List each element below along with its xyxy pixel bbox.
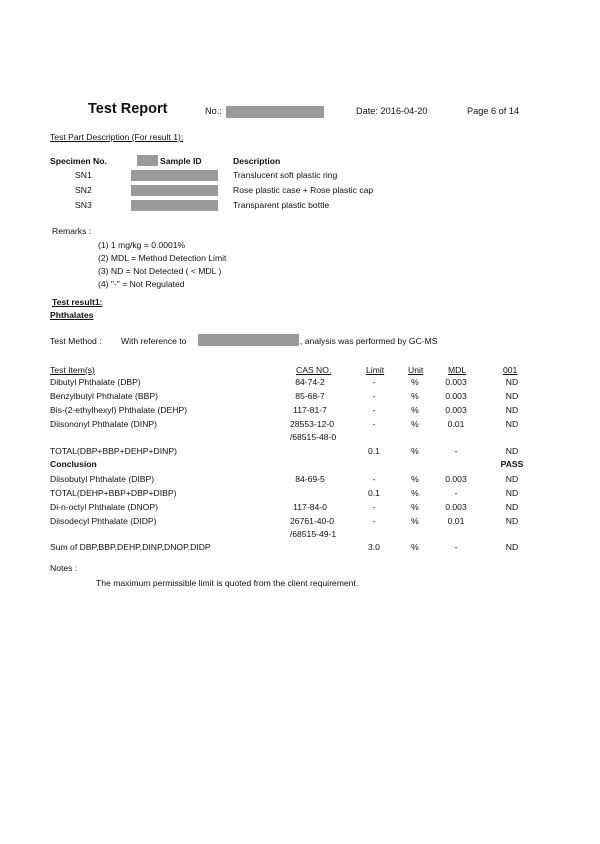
redacted-sample-id [131, 185, 218, 196]
remarks-label: Remarks : [52, 226, 92, 236]
cell-test-item: Diisononyl Phthalate (DINP) [50, 419, 157, 429]
cell-limit: - [372, 516, 376, 526]
specimen-no: SN3 [75, 200, 92, 210]
cell-mdl: 0.003 [445, 377, 467, 387]
cell-result: ND [505, 474, 519, 484]
phthalates-heading: Phthalates [50, 310, 94, 320]
col-specimen-no: Specimen No. [50, 156, 107, 166]
report-title: Test Report [88, 101, 168, 117]
cell-result: ND [505, 419, 519, 429]
cell-mdl: - [454, 446, 458, 456]
cell-unit: % [411, 446, 419, 456]
specimen-description: Transparent plastic bottle [233, 200, 330, 210]
cell-cas-no-alt: /68515-48-0 [289, 432, 337, 442]
cell-limit: - [372, 377, 376, 387]
cell-mdl: 0.01 [447, 516, 465, 526]
cell-unit: % [411, 377, 419, 387]
cell-test-item: Di-n-octyl Phthalate (DNOP) [50, 502, 158, 512]
redacted-header-block [137, 155, 158, 166]
cell-limit: - [372, 405, 376, 415]
cell-result: ND [505, 377, 519, 387]
th-unit: Unit [408, 365, 424, 375]
cell-cas-no: 84-74-2 [295, 377, 325, 387]
cell-cas-no: 84-69-5 [295, 474, 325, 484]
cell-limit: - [372, 474, 376, 484]
cell-mdl: - [454, 488, 458, 498]
conclusion-result: PASS [500, 459, 524, 469]
notes-label: Notes : [50, 563, 78, 573]
remark-item: (2) MDL = Method Detection Limit [98, 253, 227, 263]
cell-unit: % [411, 474, 419, 484]
cell-cas-no: 117-81-7 [293, 405, 327, 415]
cell-test-item: TOTAL(DBP+BBP+DEHP+DINP) [50, 446, 177, 456]
report-date: Date: 2016-04-20 [356, 106, 428, 116]
part-description-heading: Test Part Description (For result 1): [50, 132, 184, 142]
cell-limit: 0.1 [368, 446, 380, 456]
cell-limit: 0.1 [368, 488, 380, 498]
test-method-prefix: With reference to [121, 336, 187, 346]
th-result-001: 001 [503, 365, 518, 375]
remark-item: (1) 1 mg/kg = 0.0001% [98, 240, 186, 250]
cell-limit: - [372, 419, 376, 429]
th-limit: Limit [366, 365, 385, 375]
cell-result: ND [505, 446, 519, 456]
cell-result: ND [505, 502, 519, 512]
cell-result: ND [505, 405, 519, 415]
cell-limit: - [372, 391, 376, 401]
test-result-heading: Test result1: [52, 297, 103, 307]
notes-text: The maximum permissible limit is quoted from the client requirement. [96, 578, 359, 588]
cell-limit: 3.0 [368, 542, 380, 552]
cell-test-item: Dibutyl Phthalate (DBP) [50, 377, 141, 387]
test-method-label: Test Method : [50, 336, 102, 346]
specimen-no: SN2 [75, 185, 92, 195]
test-method-suffix: , analysis was performed by GC-MS [300, 336, 438, 346]
cell-result: ND [505, 542, 519, 552]
page-number: Page 6 of 14 [467, 106, 520, 116]
remark-item: (3) ND = Not Detected ( < MDL ) [98, 266, 222, 276]
th-test-item: Test Item(s) [50, 365, 95, 375]
cell-cas-no: 28553-12-0 [290, 419, 334, 429]
cell-limit: - [372, 502, 376, 512]
cell-test-item: Bis-(2-ethylhexyl) Phthalate (DEHP) [50, 405, 188, 415]
conclusion-label: Conclusion [50, 459, 97, 469]
cell-cas-no: 117-84-0 [293, 502, 327, 512]
cell-result: ND [505, 516, 519, 526]
cell-unit: % [411, 488, 419, 498]
specimen-no: SN1 [75, 170, 92, 180]
th-mdl: MDL [448, 365, 467, 375]
cell-test-item: Sum of DBP,BBP,DEHP,DINP,DNOP,DIDP [50, 542, 211, 552]
cell-result: ND [505, 391, 519, 401]
col-description: Description [233, 156, 281, 166]
cell-result: ND [505, 488, 519, 498]
cell-unit: % [411, 405, 419, 415]
cell-unit: % [411, 391, 419, 401]
cell-unit: % [411, 516, 419, 526]
cell-cas-no: 26761-40-0 [290, 516, 334, 526]
redacted-sample-id [131, 200, 218, 211]
cell-mdl: 0.003 [445, 391, 467, 401]
th-cas-no: CAS NO. [296, 365, 332, 375]
col-sample-id: Sample ID [160, 156, 202, 166]
redacted-sample-id [131, 170, 218, 181]
cell-unit: % [411, 502, 419, 512]
report-number-label: No.: [205, 106, 222, 116]
cell-mdl: 0.01 [447, 419, 465, 429]
cell-mdl: - [454, 542, 458, 552]
cell-unit: % [411, 542, 419, 552]
specimen-description: Rose plastic case + Rose plastic cap [233, 185, 374, 195]
cell-cas-no: 85-68-7 [295, 391, 325, 401]
cell-mdl: 0.003 [445, 502, 467, 512]
cell-test-item: Benzylbutyl Phthalate (BBP) [50, 391, 158, 401]
cell-cas-no-alt: /68515-49-1 [289, 529, 337, 539]
cell-test-item: Diisodecyl Phthalate (DIDP) [50, 516, 157, 526]
cell-unit: % [411, 419, 419, 429]
remark-item: (4) "-" = Not Regulated [98, 279, 185, 289]
cell-mdl: 0.003 [445, 474, 467, 484]
cell-test-item: TOTAL(DEHP+BBP+DBP+DIBP) [50, 488, 177, 498]
redacted-reference-standard [198, 334, 299, 346]
specimen-description: Translucent soft plastic ring [233, 170, 338, 180]
cell-test-item: Diisobutyl Phthalate (DIBP) [50, 474, 155, 484]
redacted-report-number [226, 106, 324, 118]
cell-mdl: 0.003 [445, 405, 467, 415]
